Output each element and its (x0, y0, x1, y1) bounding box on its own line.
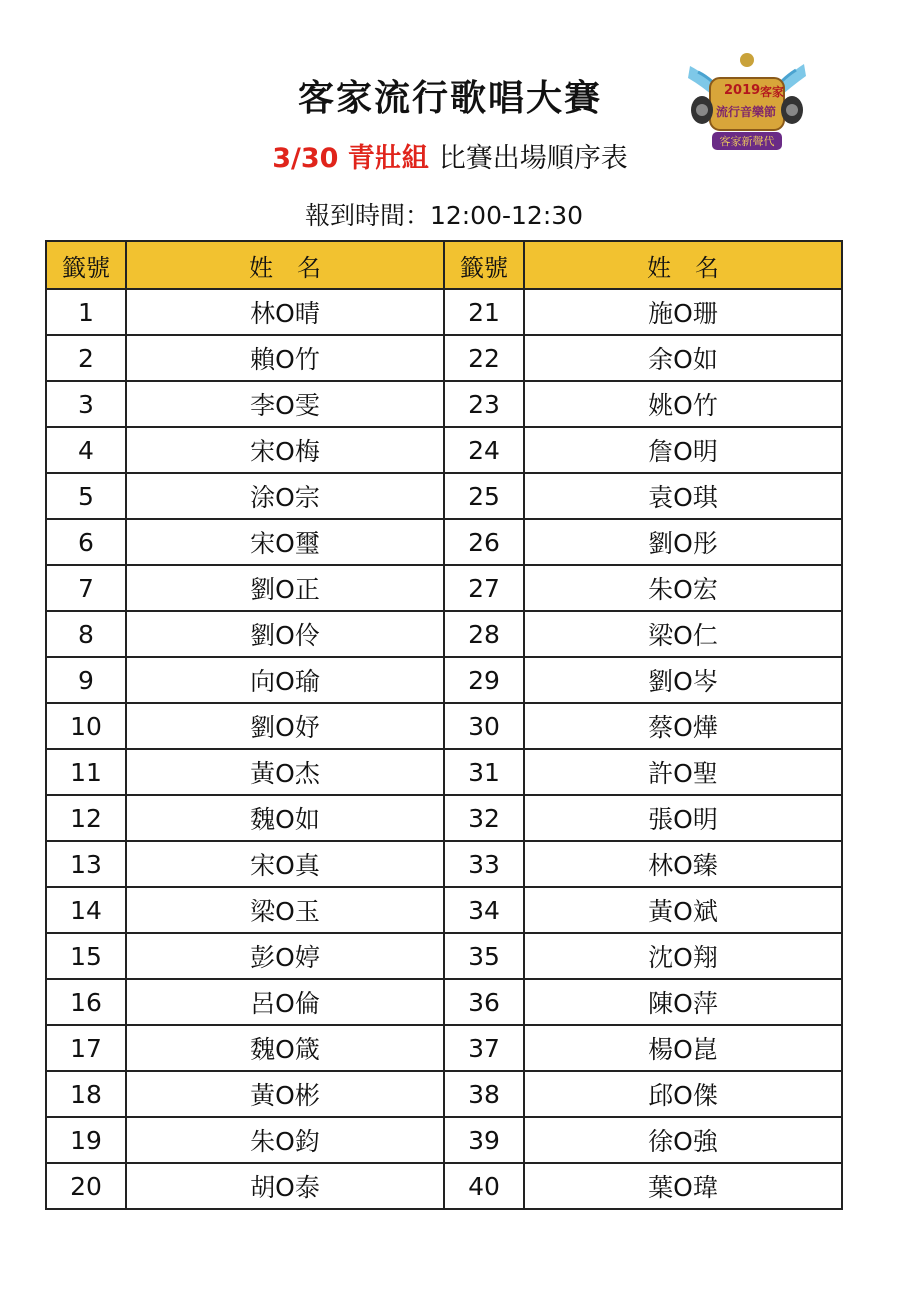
draw-number-right: 22 (444, 335, 524, 381)
page-title: 客家流行歌唱大賽 (297, 78, 602, 119)
contestant-name-left: 劉O妤 (126, 703, 444, 749)
draw-number-left: 3 (46, 381, 126, 427)
draw-number-left: 13 (46, 841, 126, 887)
contestant-name-left: 向O瑜 (126, 657, 444, 703)
table-row (46, 427, 842, 473)
contestant-name-left: 梁O玉 (126, 887, 444, 933)
table-row (46, 749, 842, 795)
draw-number-right: 37 (444, 1025, 524, 1071)
contestant-name-left: 彭O婷 (126, 933, 444, 979)
draw-number-right: 33 (444, 841, 524, 887)
draw-number-right: 26 (444, 519, 524, 565)
contestant-name-right: 梁O仁 (524, 611, 842, 657)
draw-number-left: 2 (46, 335, 126, 381)
draw-number-left: 9 (46, 657, 126, 703)
draw-number-left: 16 (46, 979, 126, 1025)
contestant-name-left: 賴O竹 (126, 335, 444, 381)
draw-number-left: 12 (46, 795, 126, 841)
draw-number-right: 28 (444, 611, 524, 657)
contestant-name-right: 陳O萍 (524, 979, 842, 1025)
table-row (46, 473, 842, 519)
draw-number-right: 39 (444, 1117, 524, 1163)
contestant-name-right: 袁O琪 (524, 473, 842, 519)
contestant-name-left: 黃O彬 (126, 1071, 444, 1117)
contestant-name-left: 涂O宗 (126, 473, 444, 519)
contestant-name-left: 朱O鈞 (126, 1117, 444, 1163)
draw-number-right: 27 (444, 565, 524, 611)
contestant-name-right: 施O珊 (524, 289, 842, 335)
draw-number-right: 35 (444, 933, 524, 979)
contestant-name-left: 魏O如 (126, 795, 444, 841)
draw-number-right: 21 (444, 289, 524, 335)
svg-text:客家新聲代: 客家新聲代 (719, 135, 775, 148)
report-time: 報到時間：12:00-12:30 (304, 201, 584, 230)
table-row (46, 887, 842, 933)
contestant-name-left: 宋O真 (126, 841, 444, 887)
table-header-row (46, 241, 842, 289)
draw-number-right: 23 (444, 381, 524, 427)
table-row (46, 1071, 842, 1117)
table-row (46, 841, 842, 887)
contestant-name-left: 黃O杰 (126, 749, 444, 795)
table-row (46, 657, 842, 703)
table-row (46, 795, 842, 841)
contestant-name-right: 楊O崑 (524, 1025, 842, 1071)
draw-number-right: 32 (444, 795, 524, 841)
contestant-name-left: 林O晴 (126, 289, 444, 335)
table-row (46, 979, 842, 1025)
draw-number-left: 8 (46, 611, 126, 657)
draw-number-right: 36 (444, 979, 524, 1025)
draw-number-right: 25 (444, 473, 524, 519)
draw-number-left: 1 (46, 289, 126, 335)
contestant-name-left: 呂O倫 (126, 979, 444, 1025)
table-row (46, 1025, 842, 1071)
contestant-name-right: 姚O竹 (524, 381, 842, 427)
header-draw-number-left: 籤號 (46, 241, 126, 289)
draw-number-right: 38 (444, 1071, 524, 1117)
contestant-name-right: 劉O岑 (524, 657, 842, 703)
svg-text:客家: 客家 (760, 85, 785, 99)
draw-number-left: 6 (46, 519, 126, 565)
svg-text:流行音樂節: 流行音樂節 (716, 105, 777, 119)
contestant-name-right: 詹O明 (524, 427, 842, 473)
contestant-name-right: 邱O傑 (524, 1071, 842, 1117)
draw-number-right: 40 (444, 1163, 524, 1209)
contestant-name-right: 黃O斌 (524, 887, 842, 933)
table-row (46, 381, 842, 427)
contestant-name-left: 宋O梅 (126, 427, 444, 473)
draw-number-left: 11 (46, 749, 126, 795)
table-row (46, 289, 842, 335)
contestant-name-right: 朱O宏 (524, 565, 842, 611)
table-row (46, 335, 842, 381)
subtitle-date-group: 3/30 青壯組 (272, 143, 429, 174)
contestant-name-left: 劉O正 (126, 565, 444, 611)
contestant-name-right: 林O臻 (524, 841, 842, 887)
table-row (46, 703, 842, 749)
draw-number-left: 5 (46, 473, 126, 519)
contestant-name-right: 張O明 (524, 795, 842, 841)
draw-number-left: 17 (46, 1025, 126, 1071)
draw-number-left: 14 (46, 887, 126, 933)
contestant-name-left: 劉O伶 (126, 611, 444, 657)
table-row (46, 611, 842, 657)
draw-number-right: 30 (444, 703, 524, 749)
draw-number-right: 34 (444, 887, 524, 933)
contestant-name-right: 許O聖 (524, 749, 842, 795)
draw-number-left: 19 (46, 1117, 126, 1163)
header-draw-number-right: 籤號 (444, 241, 524, 289)
contestant-name-right: 劉O彤 (524, 519, 842, 565)
draw-number-left: 15 (46, 933, 126, 979)
table-row (46, 1117, 842, 1163)
draw-number-right: 24 (444, 427, 524, 473)
draw-number-left: 20 (46, 1163, 126, 1209)
draw-number-left: 7 (46, 565, 126, 611)
contestant-name-right: 葉O瑋 (524, 1163, 842, 1209)
contestant-name-right: 余O如 (524, 335, 842, 381)
contestant-name-right: 蔡O燁 (524, 703, 842, 749)
header-name-right: 姓 名 (524, 241, 842, 289)
table-row (46, 933, 842, 979)
table-body (46, 289, 842, 1209)
contestant-name-left: 胡O泰 (126, 1163, 444, 1209)
table-row (46, 565, 842, 611)
festival-logo (684, 48, 810, 158)
draw-number-right: 31 (444, 749, 524, 795)
header-name-left: 姓 名 (126, 241, 444, 289)
contestant-name-left: 魏O箴 (126, 1025, 444, 1071)
draw-number-left: 4 (46, 427, 126, 473)
contestant-name-right: 徐O強 (524, 1117, 842, 1163)
contestant-name-left: 宋O璽 (126, 519, 444, 565)
table-row (46, 1163, 842, 1209)
draw-number-left: 10 (46, 703, 126, 749)
draw-number-left: 18 (46, 1071, 126, 1117)
draw-order-table (45, 240, 843, 1210)
draw-number-right: 29 (444, 657, 524, 703)
subtitle-text: 比賽出場順序表 (438, 143, 628, 174)
contestant-name-left: 李O雯 (126, 381, 444, 427)
svg-text:2019: 2019 (724, 83, 761, 98)
contestant-name-right: 沈O翔 (524, 933, 842, 979)
table-row (46, 519, 842, 565)
